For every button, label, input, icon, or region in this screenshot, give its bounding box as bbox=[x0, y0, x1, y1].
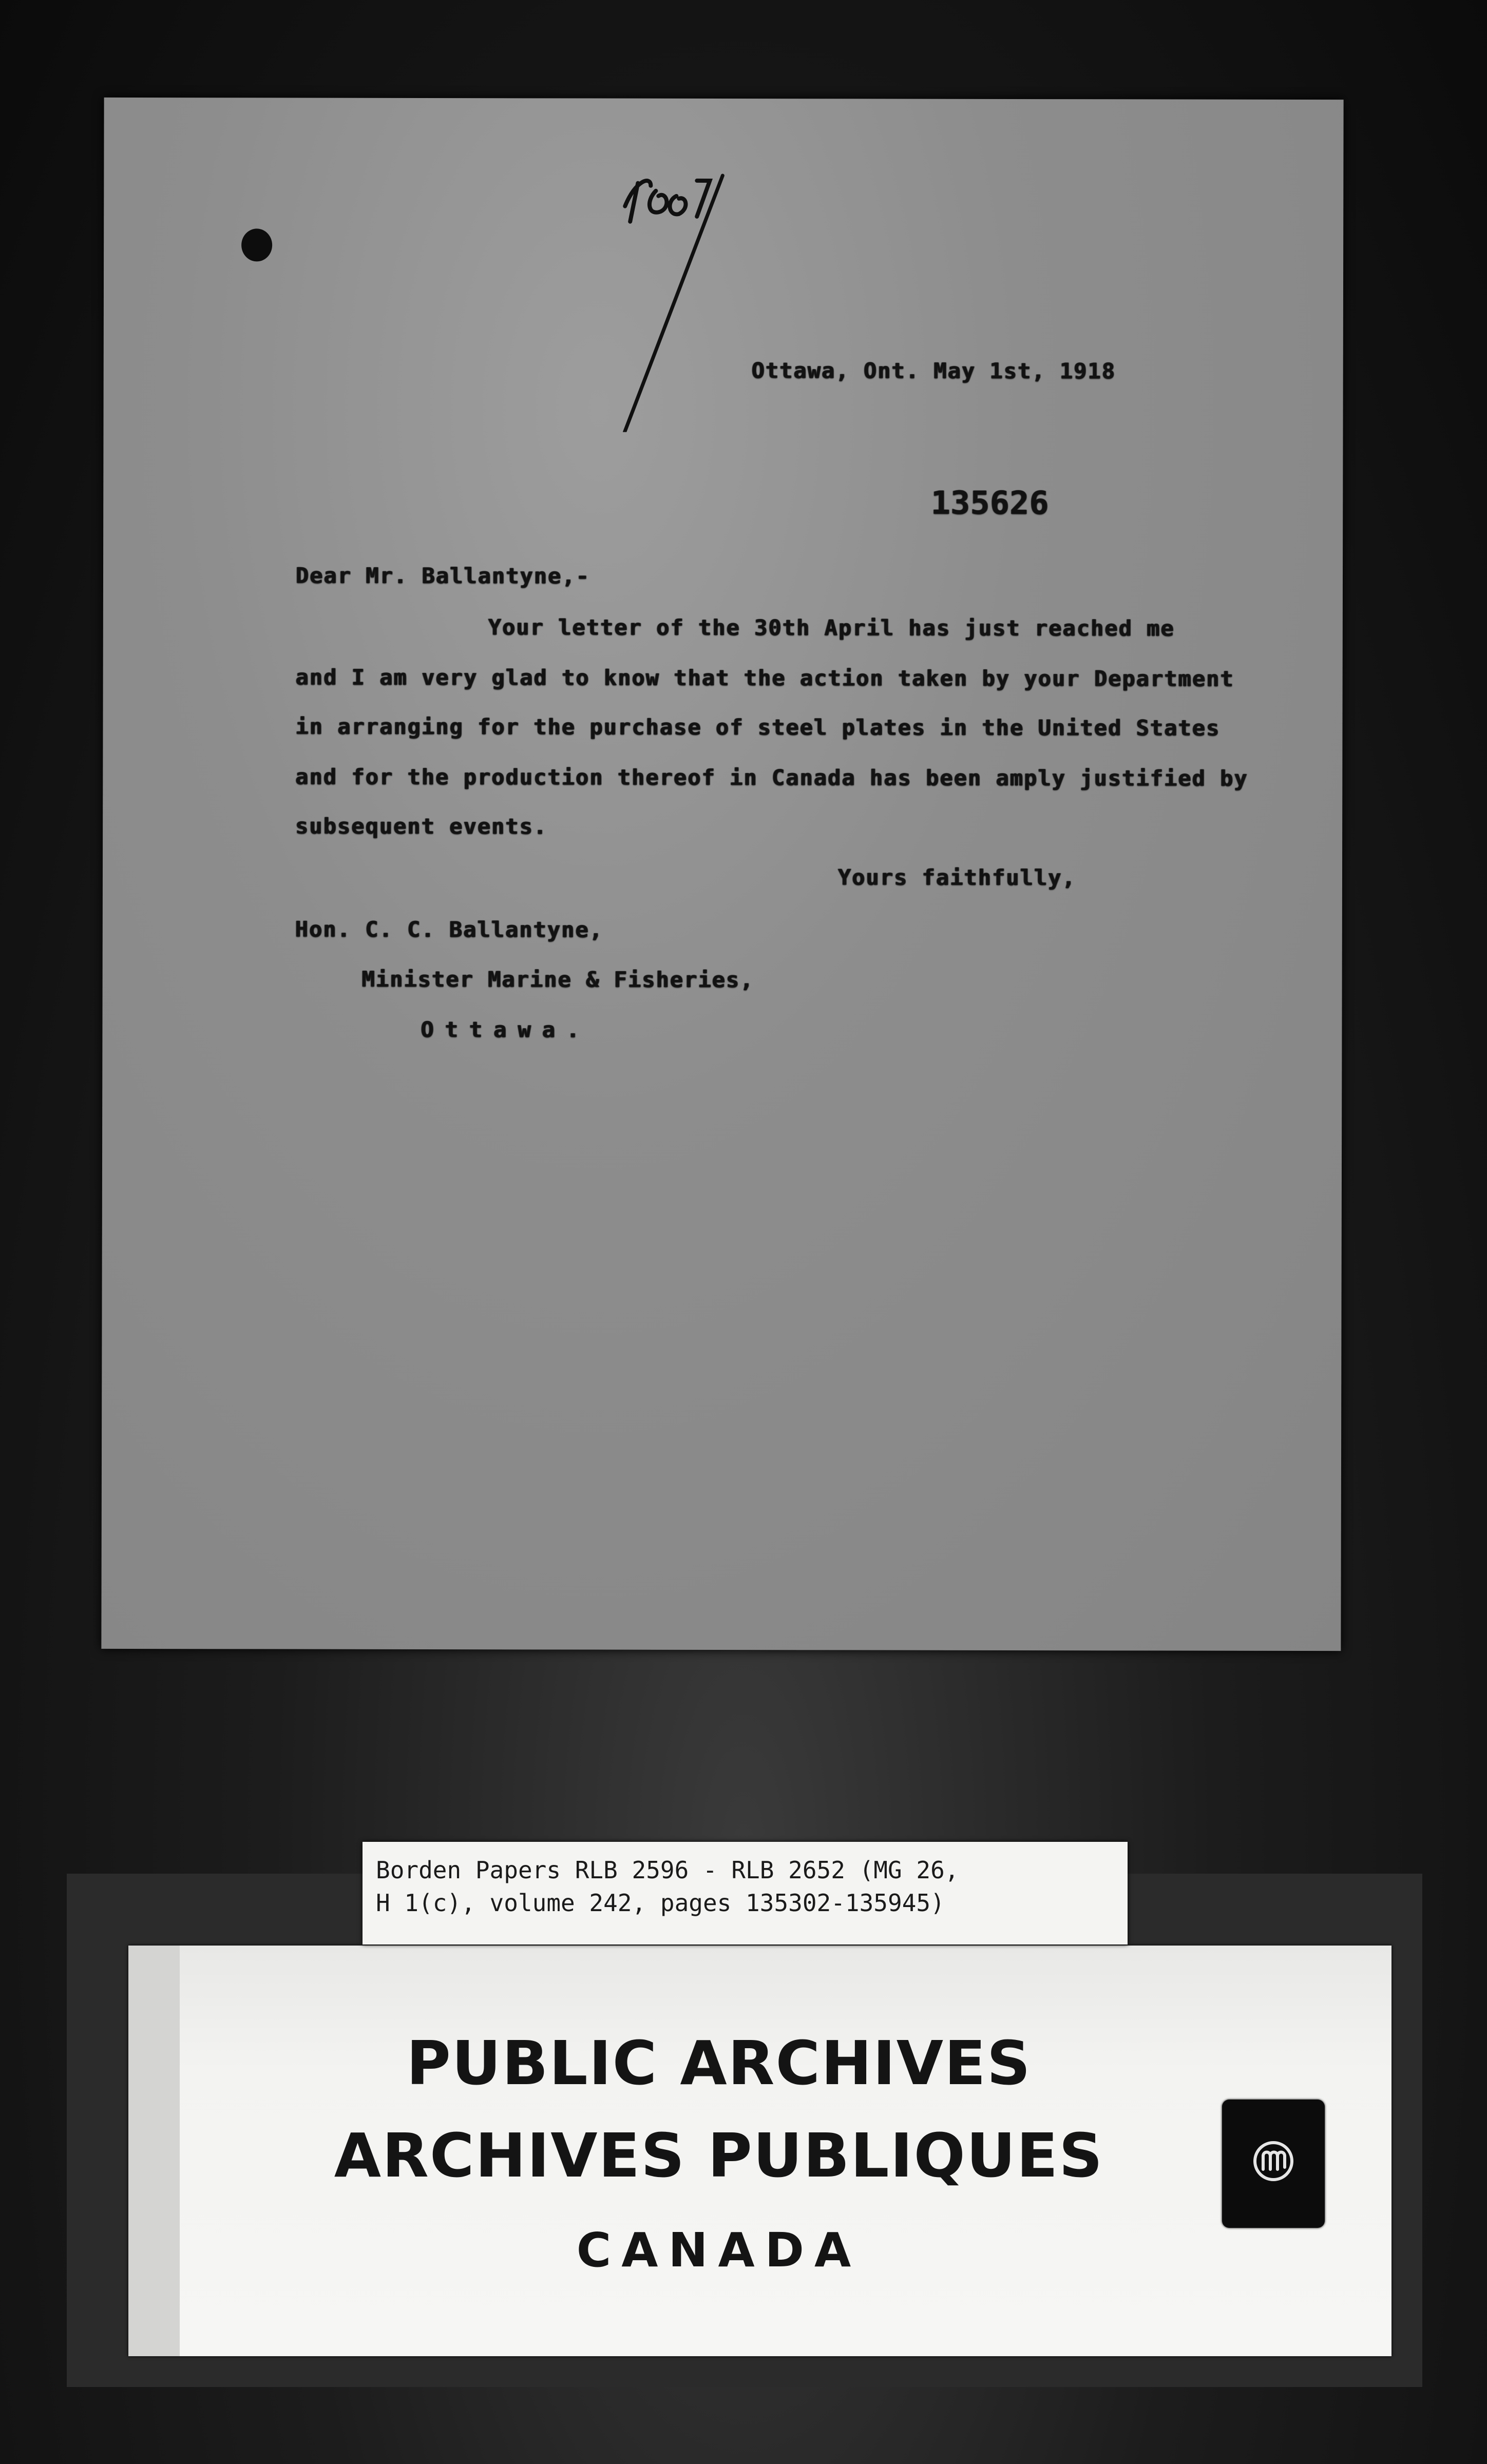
closing: Yours faithfully, bbox=[837, 864, 1076, 891]
archive-country: CANADA bbox=[576, 2223, 862, 2278]
address-line: Hon. C. C. Ballantyne, bbox=[295, 916, 604, 942]
body-line: in arranging for the purchase of steel plates in the United States bbox=[295, 714, 1221, 741]
body-line: Your letter of the 30th April has just reached me bbox=[488, 614, 1175, 641]
archives-logo-icon bbox=[1222, 2100, 1325, 2228]
body-line: and I am very glad to know that the action taken by your Department bbox=[295, 664, 1234, 691]
archive-title-en: PUBLIC ARCHIVES bbox=[406, 2028, 1032, 2099]
archive-title-fr: ARCHIVES PUBLIQUES bbox=[334, 2120, 1104, 2191]
address-line: Ottawa. bbox=[421, 1016, 591, 1043]
reference-line: Borden Papers RLB 2596 - RLB 2652 (MG 26, bbox=[376, 1856, 959, 1884]
body-line: subsequent events. bbox=[295, 813, 548, 839]
reference-line: H 1(c), volume 242, pages 135302-135945) bbox=[376, 1889, 945, 1917]
letter-page bbox=[101, 98, 1343, 1651]
archive-card bbox=[128, 1946, 1391, 2356]
salutation: Dear Mr. Ballantyne,- bbox=[295, 563, 590, 589]
document-number: 135626 bbox=[931, 484, 1050, 522]
dateline: Ottawa, Ont. May 1st, 1918 bbox=[751, 358, 1116, 384]
address-line: Minister Marine & Fisheries, bbox=[361, 966, 754, 993]
punch-hole bbox=[241, 228, 272, 261]
reference-tag bbox=[363, 1842, 1128, 1945]
handwritten-mark bbox=[615, 145, 790, 433]
body-line: and for the production thereof in Canada has been amply justified by bbox=[295, 764, 1248, 791]
